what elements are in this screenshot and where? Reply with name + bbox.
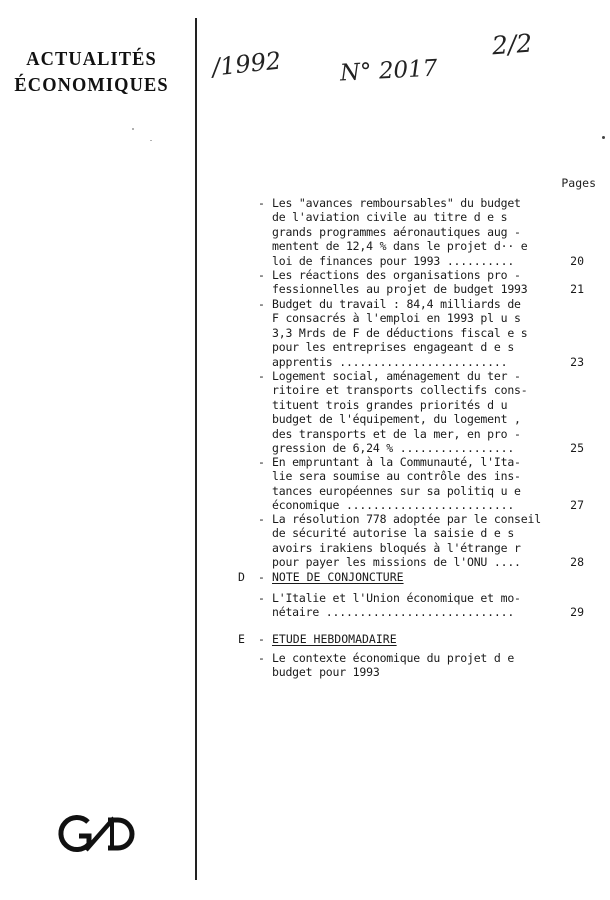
entry-dash: - [258,455,265,469]
vertical-divider [195,18,197,880]
entry-text: Les "avances remboursables" du budget de l'aviation civile au titre d e s grands programmes aéronautiques aug - mentent de 12,4 % dans le projet d·· e loi de finances pour 1993 .......... [272,196,528,268]
entry-page-number: 25 [570,441,584,455]
entry-page-number: 23 [570,354,584,369]
entry-text: Le contexte économique du projet d e budget pour 1993 [272,651,515,680]
scan-speck [602,136,605,139]
entry-text: Logement social, aménagement du ter - ritoire et transports collectifs cons- tituent trois grandes priorités d u budget de l'équipement, du logement , des transports et de la mer, en pro - gression de 6,24 % ................. [272,369,528,456]
scan-speck [150,140,152,141]
entry-dash: - [258,297,265,311]
entry-dash: - [258,369,265,383]
handwritten-page-count: 2/2 [491,28,534,61]
gd-logo [58,812,142,856]
masthead [6,46,177,98]
entry-page-number: 28 [570,555,584,570]
section-letter: D [238,570,245,584]
entry-page-number: 27 [570,498,584,513]
entry-dash: - [258,268,265,282]
entry-dash: - [258,196,265,210]
handwritten-year: /1992 [210,46,283,82]
entry-dash: - [258,512,265,526]
pages-column-header: Pages [561,176,596,190]
entry-page-number: 20 [570,253,584,268]
masthead-line-2: ÉCONOMIQUES [14,74,169,96]
section-dash: - [258,570,265,584]
entry-text: Budget du travail : 84,4 milliards de F consacrés à l'emploi en 1993 pl u s 3,3 Mrds de F de déductions fiscal e s pour les entreprises engageant d e s apprentis ......................... [272,297,528,369]
entry-text: La résolution 778 adoptée par le conseil de sécurité autorise la saisie d e s avoirs irakiens bloqués à l'étrange r pour payer les missions de l'ONU .... [272,512,541,570]
handwritten-issue-number: N° 2017 [339,55,439,87]
scan-speck [132,128,134,130]
entry-text: En empruntant à la Communauté, l'Ita- lie sera soumise au contrôle des ins- tances européennes sur sa politiq u e économique ......................... [272,455,521,513]
section-dash: - [258,632,265,646]
section-letter: E [238,632,245,646]
entry-dash: - [258,591,265,605]
section-title: NOTE DE CONJONCTURE [272,570,404,584]
section-title: ETUDE HEBDOMADAIRE [272,632,397,646]
entry-dash: - [258,651,265,665]
entry-text: Les réactions des organisations pro - fessionnelles au projet de budget 1993 [272,268,528,297]
entry-text: L'Italie et l'Union économique et mo- nétaire ............................ [272,591,521,620]
entry-page-number: 29 [570,605,584,620]
entry-page-number: 21 [570,282,584,297]
masthead-line-1: ACTUALITÉS [26,48,157,70]
